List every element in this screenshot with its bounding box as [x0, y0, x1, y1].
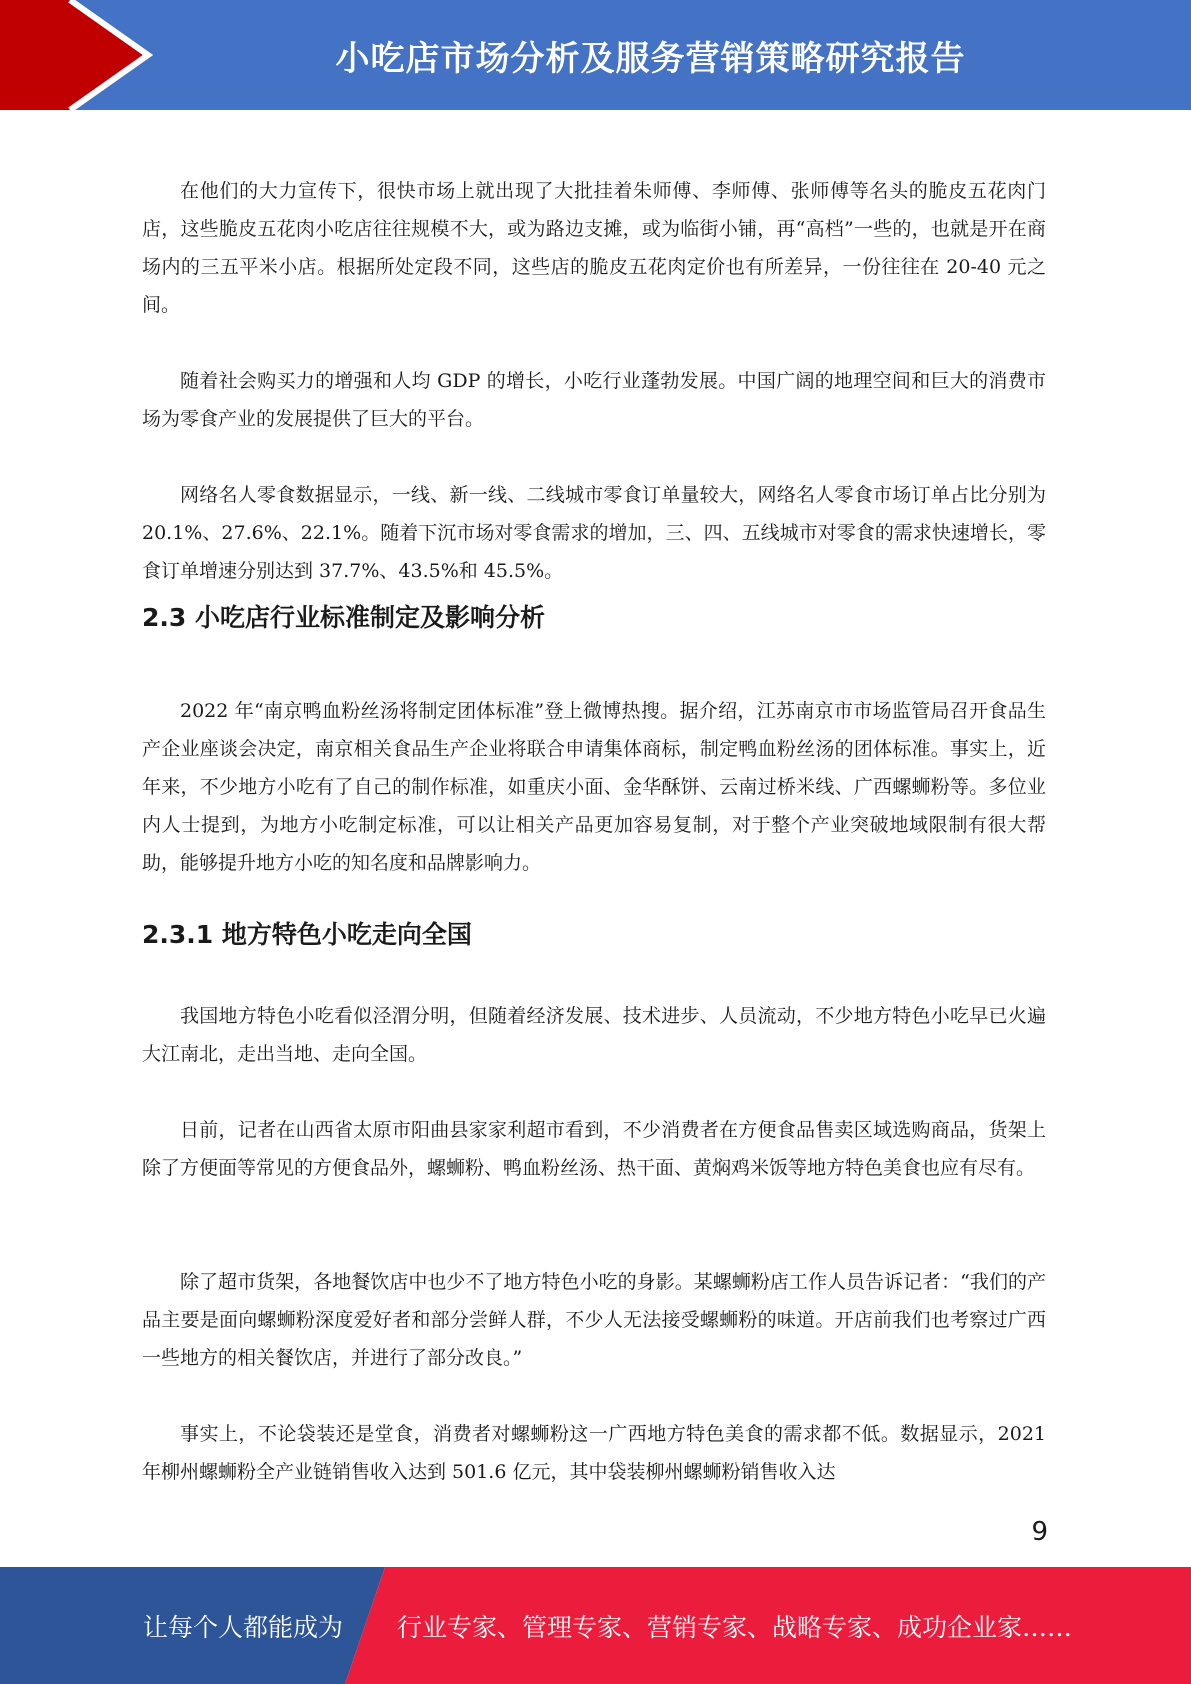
paragraph-text: 随着社会购买力的增强和人均 GDP 的增长，小吃行业蓬勃发展。中国广阔的地理空间和巨大的消费市场为零食产业的发展提供了巨大的平台。	[142, 370, 1046, 430]
chevron-arrow-icon	[0, 0, 160, 110]
paragraph-text: 事实上，不论袋装还是堂食，消费者对螺蛳粉这一广西地方特色美食的需求都不低。数据显示，2021 年柳州螺蛳粉全产业链销售收入达到 501.6 亿元，其中袋装柳州螺蛳粉销售收入达	[142, 1423, 1046, 1483]
paragraph-1	[142, 172, 1046, 324]
paragraph-4	[142, 692, 1046, 882]
footer-slogan-right: 行业专家、管理专家、营销专家、战略专家、成功企业家……	[397, 1612, 1073, 1642]
section-heading-2-3-1	[142, 917, 1046, 953]
paragraph-text: 网络名人零食数据显示，一线、新一线、二线城市零食订单量较大，网络名人零食市场订单占比分别为 20.1%、27.6%、22.1%。随着下沉市场对零食需求的增加，三、四、五线城市对零食的需求快速增长，零食订单增速分别达到 37.7%、43.5%和 45.5%。	[142, 484, 1046, 582]
paragraph-7	[142, 1263, 1046, 1377]
section-heading-2-3	[142, 600, 1046, 636]
document-title: 小吃店市场分析及服务营销策略研究报告	[335, 38, 966, 79]
paragraph-text: 日前，记者在山西省太原市阳曲县家家利超市看到，不少消费者在方便食品售卖区域选购商品，货架上除了方便面等常见的方便食品外，螺蛳粉、鸭血粉丝汤、热干面、黄焖鸡米饭等地方特色美食也应有尽有。	[142, 1119, 1046, 1179]
page-number: 9	[1031, 1517, 1048, 1547]
paragraph-5	[142, 997, 1046, 1073]
footer-slogan-left: 让每个人都能成为	[143, 1612, 344, 1642]
section-heading: 2.3 小吃店行业标准制定及影响分析	[142, 603, 545, 632]
paragraph-text: 我国地方特色小吃看似泾渭分明，但随着经济发展、技术进步、人员流动，不少地方特色小吃早已火遍大江南北，走出当地、走向全国。	[142, 1005, 1046, 1065]
paragraph-text: 在他们的大力宣传下，很快市场上就出现了大批挂着朱师傅、李师傅、张师傅等名头的脆皮五花肉门店，这些脆皮五花肉小吃店往往规模不大，或为路边支摊，或为临街小铺，再“高档”一些的，也就是开在商场内的三五平米小店。根据所处定段不同，这些店的脆皮五花肉定价也有所差异，一份往往在 20-40 元之间。	[142, 180, 1046, 316]
paragraph-8	[142, 1415, 1046, 1491]
paragraph-2	[142, 362, 1046, 438]
subsection-heading: 2.3.1 地方特色小吃走向全国	[142, 920, 472, 949]
footer-banner	[0, 1567, 1191, 1684]
paragraph-text: 除了超市货架，各地餐饮店中也少不了地方特色小吃的身影。某螺蛳粉店工作人员告诉记者：“我们的产品主要是面向螺蛳粉深度爱好者和部分尝鲜人群，不少人无法接受螺蛳粉的味道。开店前我们也考察过广西一些地方的相关餐饮店，并进行了部分改良。”	[142, 1271, 1046, 1369]
header-bar	[0, 0, 1191, 110]
paragraph-6	[142, 1111, 1046, 1187]
paragraph-text: 2022 年“南京鸭血粉丝汤将制定团体标准”登上微博热搜。据介绍，江苏南京市市场监管局召开食品生产企业座谈会决定，南京相关食品生产企业将联合申请集体商标，制定鸭血粉丝汤的团体标准。事实上，近年来，不少地方小吃有了自己的制作标准，如重庆小面、金华酥饼、云南过桥米线、广西螺蛳粉等。多位业内人士提到，为地方小吃制定标准，可以让相关产品更加容易复制，对于整个产业突破地域限制有很大帮助，能够提升地方小吃的知名度和品牌影响力。	[142, 700, 1046, 874]
paragraph-3	[142, 476, 1046, 590]
